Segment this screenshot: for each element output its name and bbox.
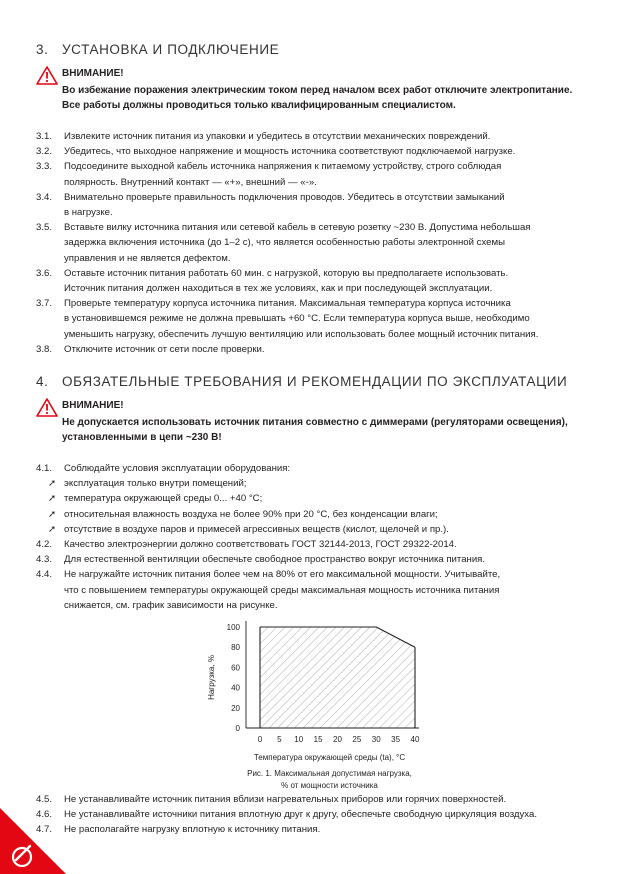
list-item: 3.3. Подсоедините выходной кабель источника напряжения к питаемому устройству, строго соблюдая полярность. Внутренний контакт — «+», внешний — «-». [36, 161, 502, 188]
list-item: 4.1. Соблюдайте условия эксплуатации оборудования: [36, 463, 291, 474]
warning-block-section-3 [36, 66, 596, 114]
section-4-title: 4. ОБЯЗАТЕЛЬНЫЕ ТРЕБОВАНИЯ И РЕКОМЕНДАЦИИ ПО ЭКСПЛУАТАЦИИ [36, 374, 568, 389]
derating-chart-svg [200, 610, 430, 795]
y-tick-label: 0 [235, 724, 240, 733]
x-tick-label: 30 [371, 735, 381, 744]
bullet-item: ➚ температура окружающей среды 0... +40 °С; [36, 491, 596, 506]
x-tick-label: 25 [352, 735, 362, 744]
figure-caption: % от мощности источника [281, 781, 378, 790]
arrow-bullet-icon: ➚ [48, 523, 57, 535]
y-tick-label: 80 [231, 643, 240, 653]
bullet-item: ➚ эксплуатация только внутри помещений; [36, 476, 596, 491]
figure-caption: Рис. 1. Максимальная допустимая нагрузка, [247, 769, 412, 778]
list-item: 3.5. Вставьте вилку источника питания или сетевой кабель в сетевую розетку ~230 В. Допустима небольшая задержка включения источника (до 1–2 с), что является особенностью работы электронной схемы управления и не является дефектом. [36, 222, 531, 264]
warning-triangle-icon [36, 398, 58, 417]
list-item: 3.6. Оставьте источник питания работать 60 мин. с нагрузкой, которую вы предполагаете использовать. Источник питания должен находиться в тех же условиях, как и при последующей эксплуатации. [36, 267, 509, 295]
arrow-bullet-icon: ➚ [48, 508, 57, 520]
y-tick-label: 60 [231, 663, 240, 673]
x-tick-label: 20 [333, 735, 342, 744]
y-tick-label: 20 [231, 703, 240, 713]
x-tick-label: 10 [294, 735, 304, 744]
warning-title: ВНИМАНИЕ! [62, 68, 124, 79]
derating-area [260, 627, 415, 728]
x-tick-label: 35 [391, 735, 401, 744]
x-tick-label: 15 [313, 735, 323, 744]
arrow-bullet-icon: ➚ [48, 478, 57, 490]
x-tick-label: 5 [277, 735, 282, 744]
list-item: 3.1. Извлеките источник питания из упаковки и убедитесь в отсутствии механических повреждений. [36, 131, 491, 142]
x-tick-label: 40 [410, 735, 420, 744]
section-3-list [36, 129, 596, 357]
list-item: 3.7. Проверьте температуру корпуса источника питания. Максимальная температура корпуса источника в установившемся режиме не должна превышать +60 °С. Если температура корпуса выше, необходимо уменьшить нагрузку, обеспечить лучшую вентиляцию или использовать более мощный источник питания. [36, 298, 539, 340]
warning-triangle-icon [36, 66, 58, 85]
list-item: 3.4. Внимательно проверьте правильность подключения проводов. Убедитесь в отсутствии замыканий в нагрузке. [36, 191, 505, 219]
bullet-item: ➚ относительная влажность воздуха не более 90% при 20 °С, без конденсации влаги; [36, 507, 596, 522]
list-item: 4.5. Не устанавливайте источник питания вблизи нагревательных приборов или горячих поверхностей. [36, 794, 507, 805]
section-3-title: 3. УСТАНОВКА И ПОДКЛЮЧЕНИЕ [36, 42, 280, 57]
section-4-list [36, 461, 596, 613]
list-item: 4.3. Для естественной вентиляции обеспечьте свободное пространство вокруг источника питания. [36, 554, 486, 566]
derating-chart [200, 610, 430, 795]
list-item: 4.4. Не нагружайте источник питания более чем на 80% от его максимальной мощности. Учитывайте, что с повышением температуры окружающей среды максимальная мощность источника питания снижается, см. график зависимости на рисунке. [36, 569, 501, 611]
x-tick-label: 0 [257, 735, 263, 744]
warning-block-section-4 [36, 398, 596, 446]
arrow-bullet-icon: ➚ [48, 493, 57, 505]
section-4-list-continued [36, 792, 596, 838]
list-item: 4.6. Не устанавливайте источники питания вплотную друг к другу, обеспечьте свободную циркуляция воздуха. [36, 809, 537, 821]
x-axis-label: Температура окружающей среды (ta), °С [253, 753, 406, 762]
list-item: 3.2. Убедитесь, что выходное напряжение и мощность источника соответствуют подключаемой нагрузке. [36, 146, 516, 158]
list-item: 4.7. Не располагайте нагрузку вплотную к источнику питания. [36, 824, 321, 836]
y-tick-label: 100 [226, 623, 240, 632]
warning-title: ВНИМАНИЕ! [62, 400, 124, 411]
brand-corner-logo-icon [0, 808, 66, 874]
list-item: 3.8. Отключите источник от сети после проверки. [36, 343, 265, 355]
bullet-item: ➚ отсутствие в воздухе паров и примесей агрессивных веществ (кислот, щелочей и пр.). [36, 522, 596, 537]
y-tick-label: 40 [231, 683, 240, 693]
y-axis-label: Нагрузка, % [207, 655, 216, 700]
warning-text: Во избежание поражения электрическим током перед началом всех работ отключите электропитание. Все работы должны проводиться только квалифицированным специалистом. [62, 85, 573, 111]
list-item: 4.2. Качество электроэнергии должно соответствовать ГОСТ 32144-2013, ГОСТ 29322-2014. [36, 539, 457, 551]
warning-text: Не допускается использовать источник питания совместно с диммерами (регуляторами освещения), установленными в цепи ~230 В! [62, 417, 568, 443]
